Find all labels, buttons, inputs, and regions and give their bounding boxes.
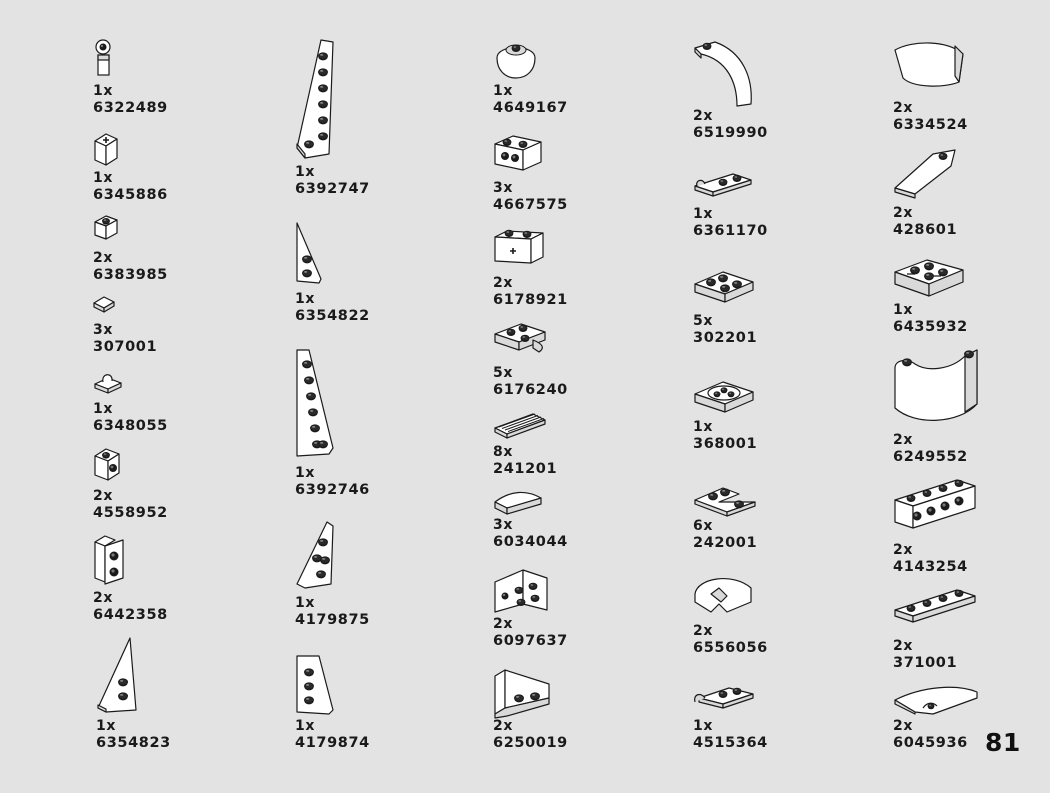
part-number: 302201 <box>693 330 758 346</box>
part-number: 6354822 <box>295 308 370 324</box>
part-quantity: 2x <box>893 100 913 116</box>
part-quantity: 1x <box>693 718 713 734</box>
part-quantity: 1x <box>693 206 713 222</box>
bracket-2x2-icon <box>493 560 549 614</box>
plate-clip-icon <box>93 370 123 394</box>
curved-slope-small-icon <box>493 488 543 516</box>
part-number: 6034044 <box>493 534 568 550</box>
part-item <box>693 374 758 452</box>
part-quantity: 2x <box>893 542 913 558</box>
brick-1x1-axle-hole-icon <box>93 131 119 167</box>
part-number: 6176240 <box>493 382 568 398</box>
part-number: 4649167 <box>493 100 568 116</box>
grille-tile-icon <box>493 412 547 440</box>
part-item <box>693 170 768 239</box>
part-item <box>693 264 758 346</box>
part-quantity: 2x <box>693 108 713 124</box>
part-item <box>893 346 979 465</box>
part-number: 428601 <box>893 222 958 238</box>
bracket-1x2-icon <box>93 534 125 586</box>
brick-round-half-icon <box>893 346 979 428</box>
wedge-plate-2-icon <box>96 636 140 712</box>
part-quantity: 2x <box>493 275 513 291</box>
part-number: 6392746 <box>295 482 370 498</box>
part-number: 368001 <box>693 436 758 452</box>
part-number: 6383985 <box>93 267 168 283</box>
part-quantity: 2x <box>893 205 913 221</box>
part-item <box>693 38 768 141</box>
part-quantity: 2x <box>893 718 913 734</box>
technic-brick-icon <box>493 225 545 267</box>
part-quantity: 2x <box>693 623 713 639</box>
part-item <box>693 572 768 656</box>
part-quantity: 1x <box>295 465 315 481</box>
slope-33-icon <box>893 148 961 196</box>
part-item <box>93 534 168 623</box>
part-quantity: 5x <box>493 365 513 381</box>
part-quantity: 5x <box>693 313 713 329</box>
part-item <box>893 478 977 575</box>
slope-curved-wide-icon <box>893 38 965 90</box>
part-number: 6354823 <box>96 735 171 751</box>
part-number: 6045936 <box>893 735 968 751</box>
part-item <box>295 654 370 751</box>
part-quantity: 3x <box>93 322 113 338</box>
part-quantity: 8x <box>493 444 513 460</box>
part-number: 4515364 <box>693 735 768 751</box>
part-item <box>893 38 968 133</box>
wedge-plate-3-icon <box>295 520 335 590</box>
part-quantity: 2x <box>493 718 513 734</box>
plate-inverted-2x2-icon <box>893 256 965 300</box>
part-item <box>493 412 558 477</box>
part-number: 6442358 <box>93 607 168 623</box>
part-quantity: 2x <box>93 488 113 504</box>
bracket-inverted-icon <box>493 668 551 718</box>
part-item <box>893 256 968 335</box>
part-number: 241201 <box>493 461 558 477</box>
tile-1x1-icon <box>93 295 115 315</box>
part-quantity: 3x <box>493 180 513 196</box>
part-quantity: 1x <box>295 164 315 180</box>
arch-curve-icon <box>693 38 753 106</box>
technic-connector-icon <box>93 38 119 84</box>
brick-side-studs-icon <box>493 132 543 172</box>
part-number: 4179874 <box>295 735 370 751</box>
slope-curved-long-icon <box>893 684 979 716</box>
part-item <box>93 131 168 203</box>
part-quantity: 2x <box>93 590 113 606</box>
part-quantity: 1x <box>93 170 113 186</box>
plate-curved-icon <box>493 318 547 354</box>
part-quantity: 2x <box>893 432 913 448</box>
part-quantity: 2x <box>893 638 913 654</box>
part-quantity: 1x <box>93 401 113 417</box>
plate-corner-icon <box>693 480 757 516</box>
part-number: 6249552 <box>893 449 968 465</box>
part-item <box>493 318 568 398</box>
part-number: 6097637 <box>493 633 568 649</box>
part-quantity: 1x <box>693 419 713 435</box>
part-quantity: 2x <box>493 616 513 632</box>
part-number: 371001 <box>893 655 958 671</box>
plate-2x2-icon <box>693 264 755 308</box>
part-item <box>93 370 168 434</box>
wedge-plate-2-right-icon <box>295 219 323 283</box>
part-item <box>93 446 168 521</box>
part-item <box>493 132 568 213</box>
part-quantity: 1x <box>295 595 315 611</box>
part-item <box>96 636 171 751</box>
part-item <box>893 584 977 671</box>
part-quantity: 1x <box>893 302 913 318</box>
brick-1x4-side-studs-icon <box>893 478 977 532</box>
part-number: 307001 <box>93 339 158 355</box>
part-number: 6556056 <box>693 640 768 656</box>
part-item <box>493 668 568 751</box>
plate-clip-end-icon <box>693 170 753 200</box>
part-number: 6435932 <box>893 319 968 335</box>
part-quantity: 1x <box>93 83 113 99</box>
part-number: 6348055 <box>93 418 168 434</box>
part-item <box>295 219 370 324</box>
part-number: 6361170 <box>693 223 768 239</box>
part-item <box>295 38 370 197</box>
part-number: 6322489 <box>93 100 168 116</box>
part-item <box>493 488 568 550</box>
plate-turntable-icon <box>693 374 755 416</box>
part-item <box>693 480 758 551</box>
part-number: 4143254 <box>893 559 968 575</box>
part-number: 6178921 <box>493 292 568 308</box>
part-item <box>93 38 168 116</box>
part-item <box>93 295 158 355</box>
part-item <box>295 520 370 628</box>
part-number: 242001 <box>693 535 758 551</box>
part-quantity: 6x <box>693 518 713 534</box>
part-item <box>493 38 568 116</box>
wedge-plate-6-right-icon <box>295 348 335 456</box>
part-number: 6519990 <box>693 125 768 141</box>
part-number: 4667575 <box>493 197 568 213</box>
part-item <box>693 682 768 751</box>
part-item <box>295 348 370 498</box>
part-quantity: 3x <box>493 517 513 533</box>
part-item <box>493 225 568 308</box>
wedge-plate-6-icon <box>295 38 335 160</box>
part-item <box>93 213 168 283</box>
part-quantity: 1x <box>96 718 116 734</box>
brick-1x1-side-stud-icon <box>93 446 121 482</box>
part-item <box>493 560 568 649</box>
part-item <box>893 684 979 751</box>
part-number: 4179875 <box>295 612 370 628</box>
wedge-plate-3-right-icon <box>295 654 335 714</box>
part-quantity: 1x <box>493 83 513 99</box>
plate-clip-bar-icon <box>693 682 757 712</box>
part-item <box>893 148 961 238</box>
part-number: 6334524 <box>893 117 968 133</box>
part-number: 6345886 <box>93 187 168 203</box>
part-quantity: 1x <box>295 718 315 734</box>
brick-round-corner-icon <box>693 572 757 616</box>
part-number: 6392747 <box>295 181 370 197</box>
part-number: 4558952 <box>93 505 168 521</box>
brick-1x1-icon <box>93 213 119 241</box>
part-quantity: 2x <box>93 250 113 266</box>
page-number: 81 <box>985 728 1021 757</box>
plate-1x4-icon <box>893 584 977 634</box>
round-dome-icon <box>493 38 539 80</box>
part-number: 6250019 <box>493 735 568 751</box>
part-quantity: 1x <box>295 291 315 307</box>
